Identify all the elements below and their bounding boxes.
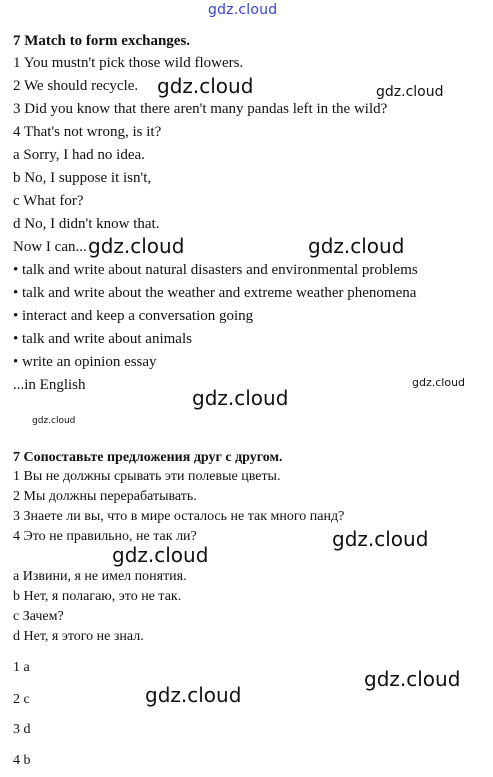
- english-line: a Sorry, I had no idea.: [13, 147, 145, 163]
- russian-line: 3 Знаете ли вы, что в мире осталось не так много панд?: [13, 509, 345, 524]
- watermark: gdz.cloud: [376, 84, 444, 100]
- english-line: 2 We should recycle.: [13, 78, 139, 94]
- answer-line: 3 d: [13, 722, 31, 737]
- answer-line: 1 a: [13, 660, 30, 675]
- watermark: gdz.cloud: [308, 234, 405, 258]
- russian-line: 1 Вы не должны срывать эти полевые цветы.: [13, 469, 281, 484]
- russian-line: d Нет, я этого не знал.: [13, 629, 144, 644]
- watermark: gdz.cloud: [112, 543, 209, 567]
- english-line: d No, I didn't know that.: [13, 216, 160, 232]
- answer-line: 2 c: [13, 692, 30, 707]
- russian-line: 4 Это не правильно, не так ли?: [13, 529, 197, 544]
- russian-line: 2 Мы должны перерабатывать.: [13, 489, 197, 504]
- english-line: • interact and keep a conversation going: [13, 308, 254, 324]
- watermark: gdz.cloud: [332, 527, 429, 551]
- english-line: • talk and write about natural disasters and environmental problems: [13, 262, 418, 278]
- russian-line: c Зачем?: [13, 609, 64, 624]
- watermark: gdz.cloud: [32, 416, 76, 426]
- watermark: gdz.cloud: [145, 683, 242, 707]
- watermark: gdz.cloud: [364, 667, 461, 691]
- english-line: c What for?: [13, 193, 84, 209]
- russian-line: b Нет, я полагаю, это не так.: [13, 589, 182, 604]
- exercise-title-russian: 7 Сопоставьте предложения друг с другом.: [13, 450, 283, 465]
- english-line: b No, I suppose it isn't,: [13, 170, 152, 186]
- english-line: • write an opinion essay: [13, 354, 157, 370]
- watermark: gdz.cloud: [157, 74, 254, 98]
- answer-line: 4 b: [13, 753, 31, 768]
- watermark-top: gdz.cloud: [208, 2, 278, 18]
- exercise-title-english: 7 Match to form exchanges.: [13, 33, 191, 49]
- english-line: • talk and write about the weather and extreme weather phenomena: [13, 285, 417, 301]
- watermark: gdz.cloud: [88, 234, 185, 258]
- english-line: 1 You mustn't pick those wild flowers.: [13, 55, 244, 71]
- watermark: gdz.cloud: [192, 386, 289, 410]
- english-line: 3 Did you know that there aren't many pandas left in the wild?: [13, 101, 388, 117]
- english-line: 4 That's not wrong, is it?: [13, 124, 162, 140]
- english-line: • talk and write about animals: [13, 331, 192, 347]
- watermark: gdz.cloud: [412, 376, 466, 389]
- english-line: ...in English: [13, 377, 86, 393]
- russian-line: a Извини, я не имел понятия.: [13, 569, 187, 584]
- english-line: Now I can...: [13, 239, 87, 255]
